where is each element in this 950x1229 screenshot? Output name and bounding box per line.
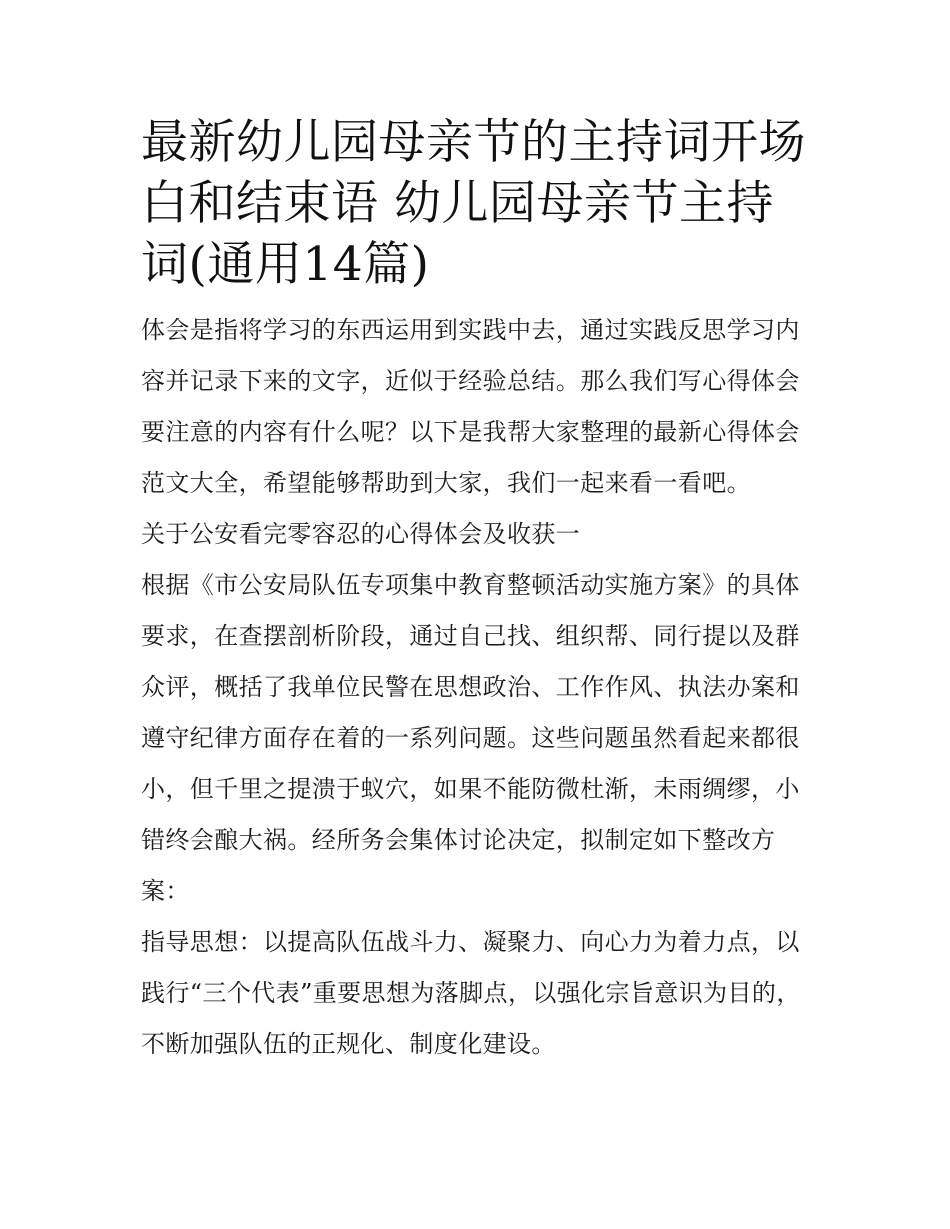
paragraph-guiding-thought: 指导思想：以提高队伍战斗力、凝聚力、向心力为着力点，以践行“三个代表”重要思想为落脚点，以强化宗旨意识为目的，不断加强队伍的正规化、制度化建设。	[141, 928, 801, 1058]
paragraph-body: 根据《市公安局队伍专项集中教育整顿活动实施方案》的具体要求，在查摆剖析阶段，通过自己找、组织帮、同行提以及群众评，概括了我单位民警在思想政治、工作作风、执法办案和遵守纪律方面存在着的一系列问题。这些问题虽然看起来都很小，但千里之提溃于蚁穴，如果不能防微杜渐，未雨绸缪，小错终会酿大祸。经所务会集体讨论决定，拟制定如下整改方案：	[141, 571, 800, 905]
paragraph-heading: 关于公安看完零容忍的心得体会及收获一	[141, 520, 581, 548]
document-content	[141, 112, 821, 1070]
paragraph-intro: 体会是指将学习的东西运用到实践中去，通过实践反思学习内容并记录下来的文字，近似于经验总结。那么我们写心得体会要注意的内容有什么呢？以下是我帮大家整理的最新心得体会范文大全，希望能够帮助到大家，我们一起来看一看吧。	[141, 316, 800, 497]
document-title: 最新幼儿园母亲节的主持词开场白和结束语 幼儿园母亲节主持词(通用14篇)	[141, 115, 806, 292]
